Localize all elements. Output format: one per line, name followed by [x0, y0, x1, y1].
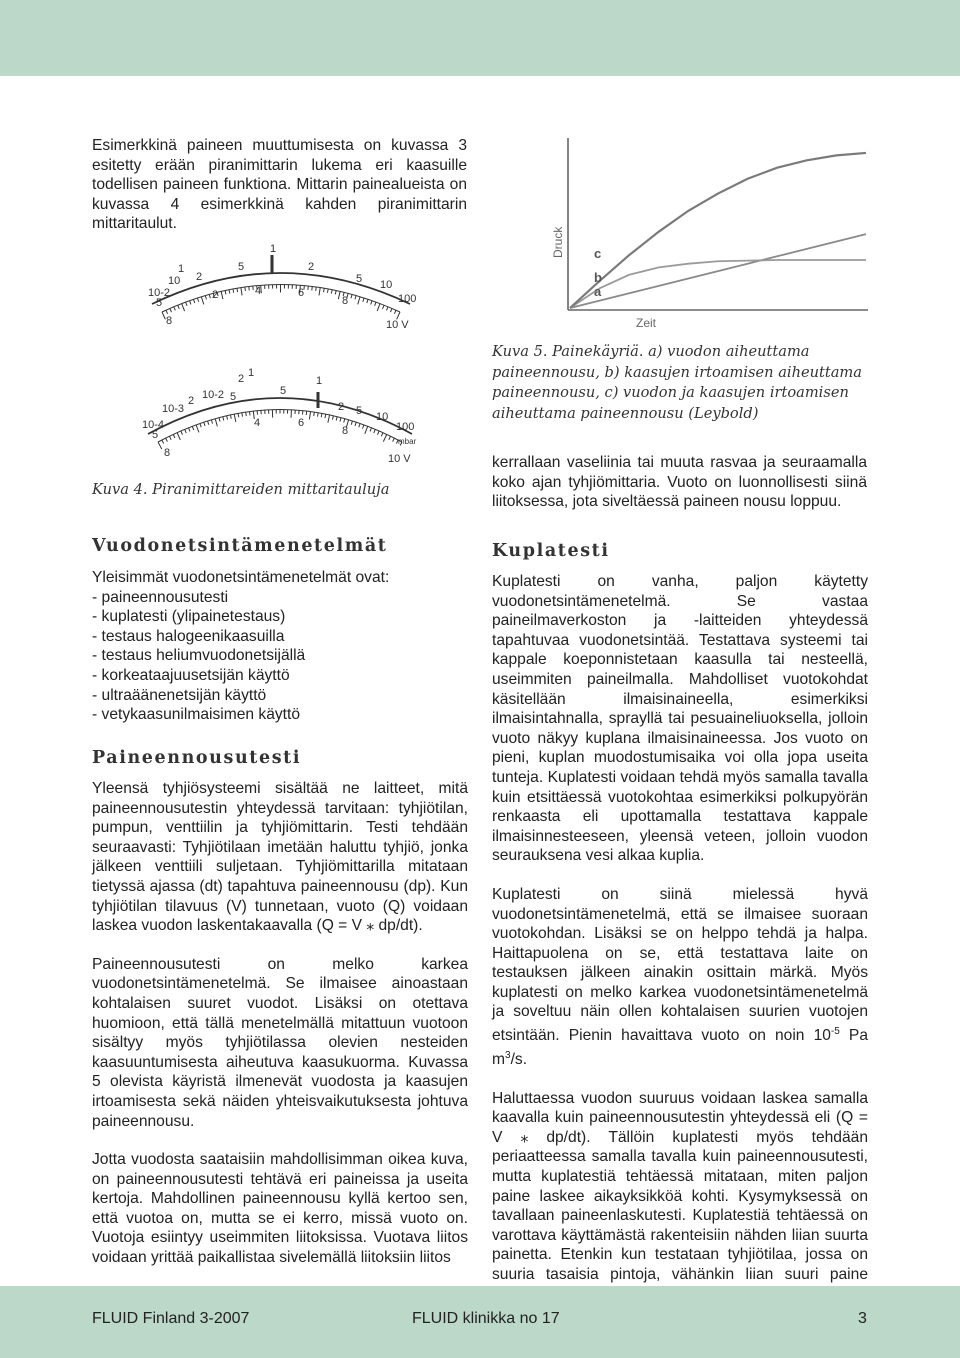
gauge-tick	[362, 425, 363, 429]
gauge-label: 5	[280, 385, 287, 397]
gauge-label: 5	[156, 297, 163, 309]
gauge-tick	[351, 421, 352, 425]
gauge-tick	[215, 419, 217, 427]
gauge-tick	[378, 431, 380, 435]
gauge-tick	[386, 307, 388, 311]
intro-paragraph: Esimerkkinä paineen muuttumisesta on kuvassa 3 esitetty erään piranimittarin lukema eri kaasuille todellisen paineen funktiona. Mittarin painealueista on kuvassa 4 esimerkkinä kahden piranimittarin mittaritaulut.	[92, 137, 467, 233]
gauge-tick	[162, 440, 164, 444]
gauge-label: 10	[380, 279, 393, 291]
gauge-label: 1	[248, 367, 255, 379]
bubble-exponent-2: 3	[505, 1049, 511, 1061]
gauge-tick	[237, 288, 238, 292]
gauge-tick	[209, 294, 210, 298]
gauge-tick	[158, 442, 162, 449]
gauge-tick	[309, 412, 310, 420]
pressure-test-paragraph-2: Paineennousutesti on melko karkea vuodonetsintämenetelmä. Se ilmaisee ainoastaan kohtalaisen suuret vuodot. Lisäksi on otettava huomioon, että tällä menetelmällä mitattuun vuotoon sisältyy myös tyhjiötilassa olevien nesteiden kaasuuntumisesta aiheutuva kaasukuorma. Kuvassa 5 olevista käyristä ilmenevät vuodosta ja kaasujen irtoamisesta sekä näiden yhteisvaikutuksesta johtuva paineennousu.	[92, 955, 468, 1130]
gauge-label: 10	[168, 275, 181, 287]
gauge-tick	[241, 288, 242, 296]
series-line-a	[570, 234, 866, 308]
gauge-tick	[223, 417, 224, 421]
gauge-label: 8	[342, 295, 349, 307]
gauge-tick	[205, 296, 206, 300]
gauge-label: 8	[166, 315, 173, 327]
gauge-tick	[325, 414, 326, 418]
gauge-tick	[314, 412, 315, 416]
gauge-tick	[355, 422, 356, 426]
gauge-tick	[328, 415, 330, 423]
gauge-tick	[383, 305, 384, 309]
gauge-label: 1	[316, 375, 323, 387]
right-top-paragraph: kerrallaan vaseliinia tai muuta rasvaa ja seuraamalla koko ajan tyhjiömittaria. Vuoto on luonnollisesti siinä liitoksessa, jota siveltäessä paineen nousu loppuu.	[492, 454, 867, 511]
gauge-tick	[394, 310, 396, 314]
gauge-tick	[196, 425, 199, 433]
chart-axes	[568, 138, 868, 310]
gauge-label: 2	[308, 261, 315, 273]
pressure-test-paragraph-3: Jotta vuodosta saataisiin mahdollisimman oikea kuva, on paineennousutesti tehtävä eri paineissa ja useita kertoja. Mahdollinen paineennousu kyllä kertoo sen, että vuotoa on, mutta se ei kerro, missä vuoto on. Vuotoja esiintyy useimmiten liitoksissa. Vuotava liitos voidaan yrittää paikallistaa sivelemällä liitoksiin liitos	[92, 1151, 468, 1267]
figure5-pressure-chart	[548, 138, 868, 333]
gauge-tick	[174, 307, 176, 311]
methods-block	[92, 568, 467, 725]
pressure-test-heading: Paineennousutesti	[92, 748, 302, 768]
gauge-label: 5	[356, 405, 363, 417]
gauge-tick	[219, 418, 220, 422]
gauge-label: 5	[356, 273, 363, 285]
gauge-tick	[233, 289, 234, 293]
gauge-tick	[331, 290, 332, 294]
upper-gauge-labels	[148, 243, 416, 331]
list-item: - testaus heliumvuodonetsijällä	[92, 647, 306, 665]
gauge-tick	[335, 290, 336, 294]
list-item: - korkeataajuusetsijän käyttö	[92, 666, 290, 684]
lower-gauge-labels	[142, 367, 417, 465]
gauge-tick	[173, 434, 175, 438]
gauge-tick	[340, 418, 341, 422]
right-top-block	[492, 453, 867, 512]
upper-gauge-ticks	[162, 285, 400, 320]
gauge-label: 6	[298, 287, 305, 299]
footer-section: FLUID klinikka no 17	[412, 1310, 560, 1327]
gauge-tick	[208, 421, 209, 425]
gauge-tick	[169, 436, 171, 440]
gauge-tick	[332, 416, 333, 420]
gauge-tick	[192, 426, 193, 430]
gauge-label: 6	[298, 417, 305, 429]
gauge-tick	[327, 289, 328, 293]
gauge-tick	[229, 290, 230, 294]
curve-label-b: b	[594, 270, 602, 285]
gauge-tick	[170, 308, 172, 312]
gauge-label: 2	[238, 373, 245, 385]
gauge-tick	[185, 429, 187, 433]
gauge-label: 100	[398, 293, 417, 305]
gauge-label: 10	[376, 411, 389, 423]
gauge-label: 1	[178, 263, 185, 275]
methods-intro: Yleisimmät vuodonetsintämenetelmät ovat:	[92, 569, 390, 586]
gauge-label: 2	[338, 401, 345, 413]
gauge-tick	[393, 438, 395, 442]
list-item: - testaus halogeenikaasuilla	[92, 627, 285, 645]
bubble-test-paragraph-3: Haluttaessa vuodon suuruus voidaan laskea samalla kaavalla kuin paineennousutestin yhteydessä eli (Q = V ⁎ dp/dt). Tällöin kuplatesti myös tehdään periaatteessa samalla tavalla kuin paineennousutesti, mutta kuplatestiä tehtäessä mitataan, miten paljon paine laskee aikayksikköä kohti. Kysymyksessä on tavallaan paineenlaskutesti. Kuplatestiä tehtäessä on varottava käyttämästä rakenteisiin nähden liian suurta painetta. Etenkin kun testataan tyhjiötilaa, jossa on suuria tasaisia pintoja, vähänkin liian suuri paine	[492, 1089, 868, 1283]
gauge-tick	[390, 308, 392, 312]
methods-list	[92, 588, 467, 725]
gauge-tick	[358, 297, 360, 305]
gauge-tick	[370, 428, 371, 432]
gauge-tick	[201, 297, 203, 305]
gauge-label: 4	[255, 285, 262, 297]
gauge-tick	[363, 298, 364, 302]
x-axis-label: Zeit	[636, 316, 657, 330]
figure4-gauge-dials	[130, 243, 430, 470]
page-number: 3	[858, 1310, 867, 1327]
gauge-tick	[166, 310, 168, 314]
gauge-tick	[194, 299, 195, 303]
gauge-tick	[221, 291, 223, 299]
list-item: - vetykaasunilmaisimen käyttö	[92, 706, 300, 724]
gauge-label: 8	[342, 425, 349, 437]
bubble-text: Kuplatesti on siinä mielessä hyvä vuodonetsintämenetelmä, että se ilmaisee suoraan vuotokohdan. Lisäksi se on helppo tehdä ja halpa. Haittapuolena on se, että testattava laite on testauksen jälkeen ainakin osittain märkä. Myös kuplatesti on melko karkea vuodonetsintämenetelmä ja soveltuu näin ollen kohtalaisen suurien vuotojen etsintään. Pienin havaittava vuoto on noin 10	[492, 885, 868, 1045]
gauge-tick	[225, 290, 226, 294]
gauge-label: 10 V	[386, 319, 409, 331]
list-item: - ultraäänenetsijän käyttö	[92, 686, 267, 704]
gauge-tick	[317, 413, 318, 417]
figure5-caption: Kuva 5. Painekäyriä. a) vuodon aiheuttama paineennousu, b) kaasujen irtoamisen aiheuttama paineennousu, c) vuodon ja kaasujen irtoamisen aiheuttama paineennousu (Leybold)	[492, 343, 862, 422]
gauge-tick	[227, 416, 228, 420]
methods-heading: Vuodonetsintämenetelmät	[92, 536, 388, 556]
gauge-tick	[197, 298, 198, 302]
gauge-tick	[166, 438, 168, 442]
gauge-tick	[324, 288, 325, 292]
gauge-tick	[389, 436, 391, 440]
gauge-label: 5	[152, 429, 159, 441]
gauge-label: 2	[212, 289, 219, 301]
gauge-label: 10-4	[142, 419, 165, 431]
gauge-label: 2	[196, 271, 203, 283]
lower-gauge-ticks	[158, 410, 402, 450]
gauge-label: 100	[396, 421, 415, 433]
curve-label-c: c	[594, 246, 602, 261]
gauge-tick	[181, 431, 183, 435]
gauge-label: 8	[164, 447, 171, 459]
y-axis-label: Druck	[551, 226, 565, 258]
figure4-caption: Kuva 4. Piranimittareiden mittaritauluja	[92, 481, 390, 498]
gauge-tick	[234, 414, 236, 422]
gauge-tick	[245, 287, 246, 291]
gauge-tick	[182, 304, 185, 311]
gauge-label: 2	[188, 395, 195, 407]
gauge-tick	[178, 305, 179, 309]
gauge-tick	[338, 291, 340, 299]
pressure-test-block	[92, 779, 468, 1268]
gauge-label: 5	[238, 261, 245, 273]
footer-magazine: FLUID Finland 3-2007	[92, 1310, 250, 1327]
gauge-tick	[186, 302, 187, 306]
gauge-tick	[230, 415, 231, 419]
gauge-tick	[359, 423, 360, 427]
bubble-unit: Pa m	[492, 1027, 868, 1069]
curve-label-a: a	[594, 284, 602, 299]
gauge-tick	[246, 412, 247, 416]
gauge-tick	[250, 412, 251, 416]
bubble-test-block	[492, 572, 868, 1304]
gauge-tick	[204, 422, 205, 426]
gauge-tick	[189, 428, 190, 432]
gauge-tick	[375, 302, 376, 306]
gauge-tick	[190, 301, 191, 305]
bubble-unit-tail: /s.	[510, 1051, 528, 1069]
list-item: - paineennousutesti	[92, 588, 229, 606]
bubble-test-heading: Kuplatesti	[492, 541, 610, 561]
gauge-label: 10-2	[202, 389, 225, 401]
gauge-label: 1	[270, 243, 277, 255]
intro-paragraph-block	[92, 136, 467, 234]
gauge-tick	[319, 288, 320, 296]
gauge-label: 10 V	[388, 453, 411, 465]
gauge-tick	[162, 312, 165, 319]
gauge-label: 4	[254, 417, 261, 429]
bubble-test-paragraph-1: Kuplatesti on vanha, paljon käytetty vuodonetsintämenetelmä. Se vastaa paineilmaverkoston ja -laitteiden yhteydessä tapahtuvaa vuodonetsintää. Testattava systeemi tai kappale koeponnistetaan kaasulla tai nesteellä, useimmiten paineilmalla. Mahdolliset vuotokohdat käsitellään ilmaisinaineella, esimerkiksi ilmaisintahnalla, sprayllä tai pesuaineliuoksella, jolloin vuoto näkyy kuplana ilmaisinaineessa. Jos vuoto on pieni, kuplan muodostumisaika voi olla jopa useita tunteja. Kuplatesti voidaan tehdä myös samalla tavalla kuin etsittäessä vuotokohtaa esimerkiksi polkupyörän renkaasta eli upottamalla testattava kappale ilmaisinnesteeseen, yleensä veteen, jolloin vuodon seurauksena vesi alkaa kuplia.	[492, 573, 868, 865]
gauge-tick	[242, 413, 243, 417]
gauge-tick	[381, 433, 383, 437]
list-item: - kuplatesti (ylipainetestaus)	[92, 608, 286, 626]
pressure-test-paragraph-1: Yleensä tyhjiösysteemi sisältää ne laitteet, mitä paineennousutestin yhteydessä tarvitaan: tyhjiötilan, pumpun, venttiilin ja tyhjiömittarin. Testi tehdään seuraavasti: Tyhjiötilaan imetään haluttu tyhjiö, jonka jälkeen venttiili suljetaan. Tyhjiömittarilla mitataan tietyssä ajassa (dt) tapahtuva paineennousu (dp). Kun tyhjiötilan tilavuus (V) tunnetaan, vuoto (Q) voidaan laskea vuodon laskentakaavalla (Q = V ⁎ dp/dt).	[92, 780, 468, 935]
gauge-tick	[371, 301, 372, 305]
gauge-tick	[344, 419, 345, 423]
top-color-band	[0, 0, 960, 76]
gauge-tick	[238, 413, 239, 417]
bubble-test-paragraph-2	[492, 885, 868, 1070]
gauge-label: mbar	[398, 437, 417, 446]
gauge-tick	[367, 299, 368, 303]
gauge-tick	[365, 426, 368, 433]
gauge-tick	[374, 429, 376, 433]
gauge-label: 10-2	[148, 287, 171, 299]
gauge-tick	[177, 433, 180, 440]
gauge-tick	[377, 304, 380, 311]
gauge-tick	[351, 294, 352, 298]
gauge-tick	[355, 296, 356, 300]
gauge-tick	[211, 420, 212, 424]
bubble-exponent: -5	[830, 1026, 840, 1038]
gauge-tick	[383, 434, 386, 441]
gauge-label: 5	[230, 391, 237, 403]
gauge-tick	[321, 413, 322, 417]
gauge-tick	[316, 287, 317, 291]
series-line-c	[570, 153, 866, 308]
gauge-label: 10-3	[162, 403, 185, 415]
gauge-tick	[336, 417, 337, 421]
gauge-tick	[200, 423, 201, 427]
